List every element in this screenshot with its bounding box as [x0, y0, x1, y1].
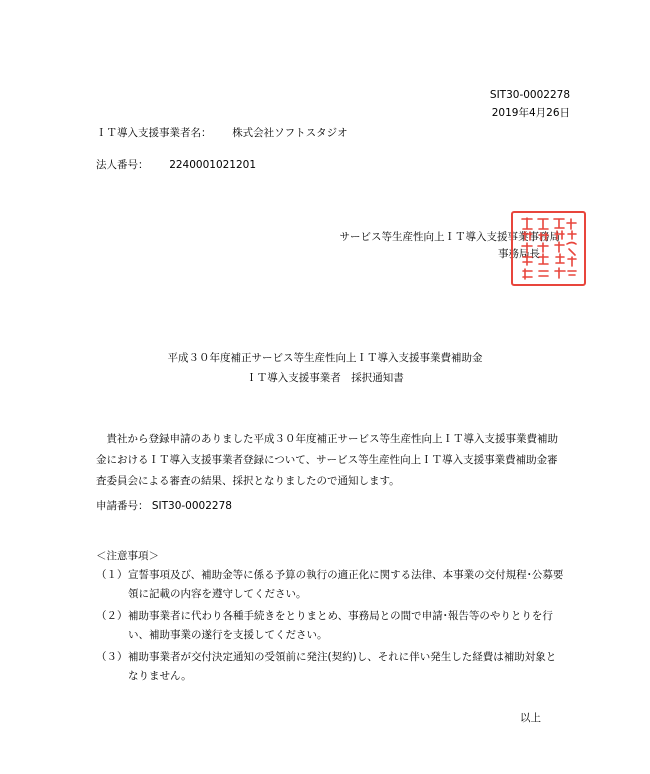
body-paragraph: 貴社から登録申請のありました平成３０年度補正サービス等生産性向上ＩＴ導入支援事業費補助金におけるＩＴ導入支援事業者登録について、サービス等生産性向上ＩＴ導入支援事業費補助金審査委員会による審査の結果、採択となりましたので通知します。	[96, 433, 558, 487]
notes-list	[96, 566, 566, 689]
application-number-line	[96, 499, 232, 513]
corporate-number: 2240001021201	[169, 159, 257, 171]
vendor-name: 株式会社ソフトスタジオ	[232, 127, 348, 139]
note-number: （１）	[96, 569, 128, 581]
notes-heading: ＜注意事項＞	[96, 550, 159, 562]
note-number: （３）	[96, 651, 128, 663]
note-item	[96, 566, 566, 604]
sender-department: 事務局長	[498, 248, 540, 260]
document-title-line1: 平成３０年度補正サービス等生産性向上ＩＴ導入支援事業費補助金	[167, 352, 483, 364]
note-text: 補助事業者に代わり各種手続きをとりまとめ、事務局との間で申請･報告等のやりとりを行い、補助事業の遂行を支援してください。	[128, 610, 553, 641]
corporate-number-line	[96, 158, 256, 172]
note-item	[96, 648, 566, 686]
sender-organization: サービス等生産性向上ＩＴ導入支援事業事務局	[339, 231, 560, 243]
note-text: 宣誓事項及び、補助金等に係る予算の執行の適正化に関する法律、本事業の交付規程･公募要領に記載の内容を遵守してください。	[128, 569, 564, 600]
note-text: 補助事業者が交付決定通知の受領前に発注(契約)し、それに伴い発生した経費は補助対象となりません。	[128, 651, 557, 682]
official-seal-stamp	[511, 211, 586, 286]
note-number: （２）	[96, 610, 128, 622]
issue-date: 2019年4月26日	[491, 107, 570, 119]
vendor-label: ＩＴ導入支援事業者名：	[96, 127, 212, 139]
seal-icon	[513, 213, 584, 284]
vendor-line	[96, 126, 348, 140]
note-item	[96, 607, 566, 645]
application-number-label: 申請番号：	[96, 500, 149, 512]
closing-mark: 以上	[520, 712, 541, 724]
application-number: SIT30-0002278	[151, 500, 232, 512]
document-number: SIT30-0002278	[489, 89, 570, 101]
corporate-number-label: 法人番号：	[96, 159, 149, 171]
document-title-line2: ＩＴ導入支援事業者 採択通知書	[246, 372, 404, 384]
